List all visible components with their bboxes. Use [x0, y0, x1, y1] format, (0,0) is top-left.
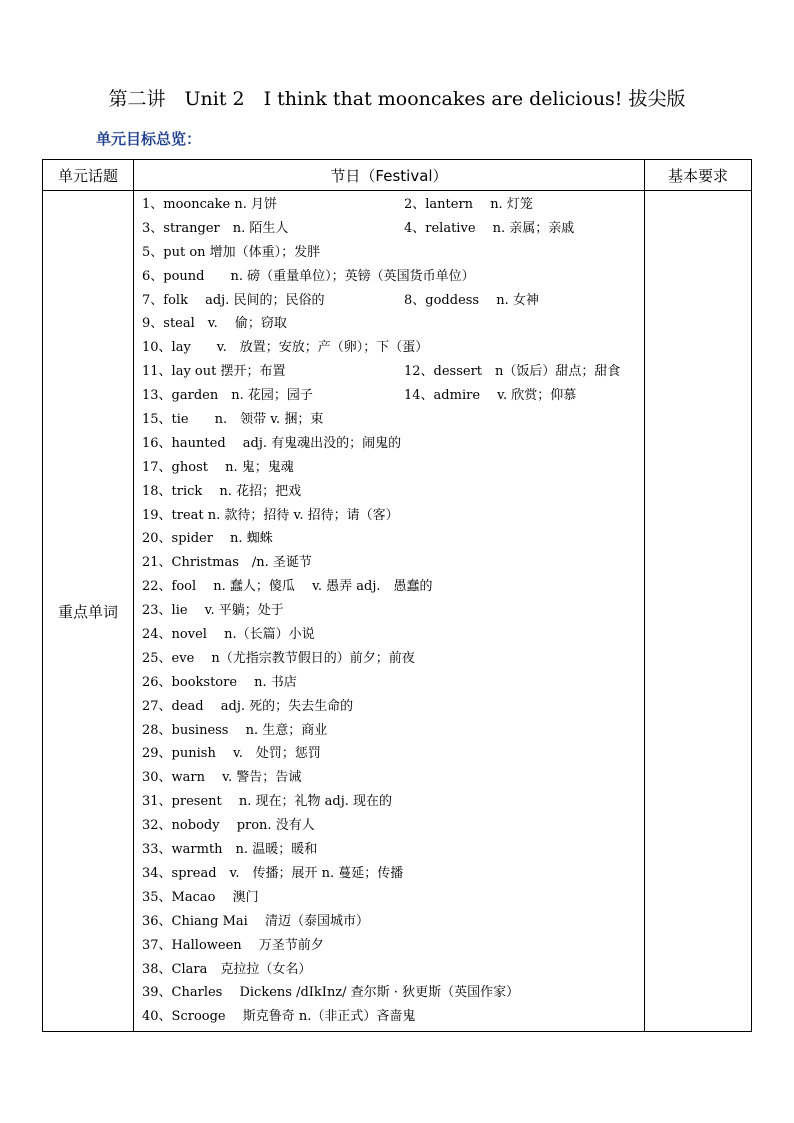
word-entry: 7、folk adj. 民间的；民俗的 [142, 292, 325, 308]
requirement-cell [645, 191, 752, 1032]
word-entry: 3、stranger n. 陌生人 [142, 220, 289, 236]
list-item [142, 742, 640, 766]
word-entry: 27、dead adj. 死的；失去生命的 [142, 698, 354, 714]
word-entry: 13、garden n. 花园；园子 [142, 388, 313, 404]
word-entry: 11、lay out 摆开；布置 [142, 364, 286, 380]
word-entry: 1、mooncake n. 月饼 [142, 197, 277, 212]
list-item [142, 790, 640, 814]
word-entry: 31、present n. 现在；礼物 adj. 现在的 [142, 794, 393, 810]
word-entry: 33、warmth n. 温暖；暖和 [142, 842, 318, 858]
list-item [142, 456, 640, 480]
list-item [142, 838, 640, 862]
topic-cell: 重点单词 [43, 191, 134, 1032]
word-entry: 24、novel n.（长篇）小说 [142, 627, 315, 643]
list-item [142, 241, 640, 265]
list-item [142, 910, 640, 934]
word-entry: 25、eve n（尤指宗教节假日的）前夕；前夜 [142, 650, 415, 666]
list-item [142, 671, 640, 695]
header-topic: 单元话题 [43, 160, 134, 191]
word-entry: 21、Christmas /n. 圣诞节 [142, 555, 312, 571]
section-heading: 单元目标总览： [96, 130, 202, 148]
list-item [142, 862, 640, 886]
vocab-table [42, 159, 752, 1032]
list-item [142, 312, 640, 336]
list-item [142, 384, 640, 408]
list-item [142, 886, 640, 910]
word-entry: 38、Clara 克拉拉（女名） [142, 961, 312, 977]
word-entry: 22、fool n. 蠢人；傻瓜 v. 愚弄 adj. 愚蠢的 [142, 579, 433, 595]
list-item [142, 336, 640, 360]
word-entry: 18、trick n. 花招；把戏 [142, 483, 302, 499]
list-item [142, 958, 640, 982]
page-title: 第二讲 Unit 2 I think that mooncakes are delicious! 拔尖版 [108, 88, 686, 110]
word-entry: 4、relative n. 亲属；亲戚 [404, 220, 575, 236]
list-item [142, 647, 640, 671]
list-item [142, 193, 640, 217]
word-entry: 26、bookstore n. 书店 [142, 674, 297, 690]
word-entry: 23、lie v. 平躺；处于 [142, 603, 284, 619]
word-entry: 40、Scrooge 斯克鲁奇 n.（非正式）吝啬鬼 [142, 1009, 416, 1025]
word-entry: 15、tie n. 领带 v. 捆；束 [142, 412, 324, 428]
list-item [142, 217, 640, 241]
word-entry: 36、Chiang Mai 清迈（泰国城市） [142, 913, 369, 929]
word-entry: 39、Charles Dickens /dIkInz/ 查尔斯 · 狄更斯（英国作家） [142, 985, 520, 1001]
header-festival: 节日（Festival） [134, 160, 645, 191]
word-entry: 9、steal v. 偷；窃取 [142, 316, 287, 332]
word-entry: 2、lantern n. 灯笼 [404, 197, 533, 212]
list-item [142, 480, 640, 504]
word-entry: 37、Halloween 万圣节前夕 [142, 937, 324, 953]
list-item [142, 814, 640, 838]
word-entry: 29、punish v. 处罚；惩罚 [142, 746, 321, 762]
word-entry: 34、spread v. 传播；展开 n. 蔓延；传播 [142, 865, 404, 881]
word-entry: 19、treat n. 款待；招待 v. 招待；请（客） [142, 507, 399, 523]
table-header-row [43, 160, 752, 191]
list-item [142, 360, 640, 384]
word-entry: 6、pound n. 磅（重量单位）；英镑（英国货币单位） [142, 268, 475, 284]
list-item [142, 432, 640, 456]
word-entry: 16、haunted adj. 有鬼魂出没的；闹鬼的 [142, 435, 402, 451]
word-entry: 20、spider n. 蜘蛛 [142, 531, 273, 547]
list-item [142, 527, 640, 551]
list-item [142, 695, 640, 719]
list-item [142, 719, 640, 743]
list-item [142, 981, 640, 1005]
word-entry: 14、admire v. 欣赏；仰慕 [404, 388, 577, 404]
word-entry: 8、goddess n. 女神 [404, 292, 539, 308]
list-item [142, 575, 640, 599]
list-item [142, 1005, 640, 1029]
header-requirement: 基本要求 [645, 160, 752, 191]
word-entry: 28、business n. 生意；商业 [142, 722, 328, 738]
list-item [142, 551, 640, 575]
word-entry: 17、ghost n. 鬼；鬼魂 [142, 459, 294, 475]
word-entry: 10、lay v. 放置；安放；产（卵）；下（蛋） [142, 340, 429, 356]
word-entry: 30、warn v. 警告；告诫 [142, 770, 302, 786]
list-item [142, 623, 640, 647]
table-body-row [43, 191, 752, 1032]
word-entry: 35、Macao 澳门 [142, 889, 259, 905]
word-entry: 12、dessert n（饭后）甜点；甜食 [404, 364, 621, 380]
list-item [142, 599, 640, 623]
word-entry: 32、nobody pron. 没有人 [142, 818, 315, 834]
word-list-cell [134, 191, 645, 1032]
list-item [142, 289, 640, 313]
list-item [142, 408, 640, 432]
list-item [142, 766, 640, 790]
list-item [142, 504, 640, 528]
list-item [142, 265, 640, 289]
word-entry: 5、put on 增加（体重）；发胖 [142, 244, 321, 260]
list-item [142, 934, 640, 958]
